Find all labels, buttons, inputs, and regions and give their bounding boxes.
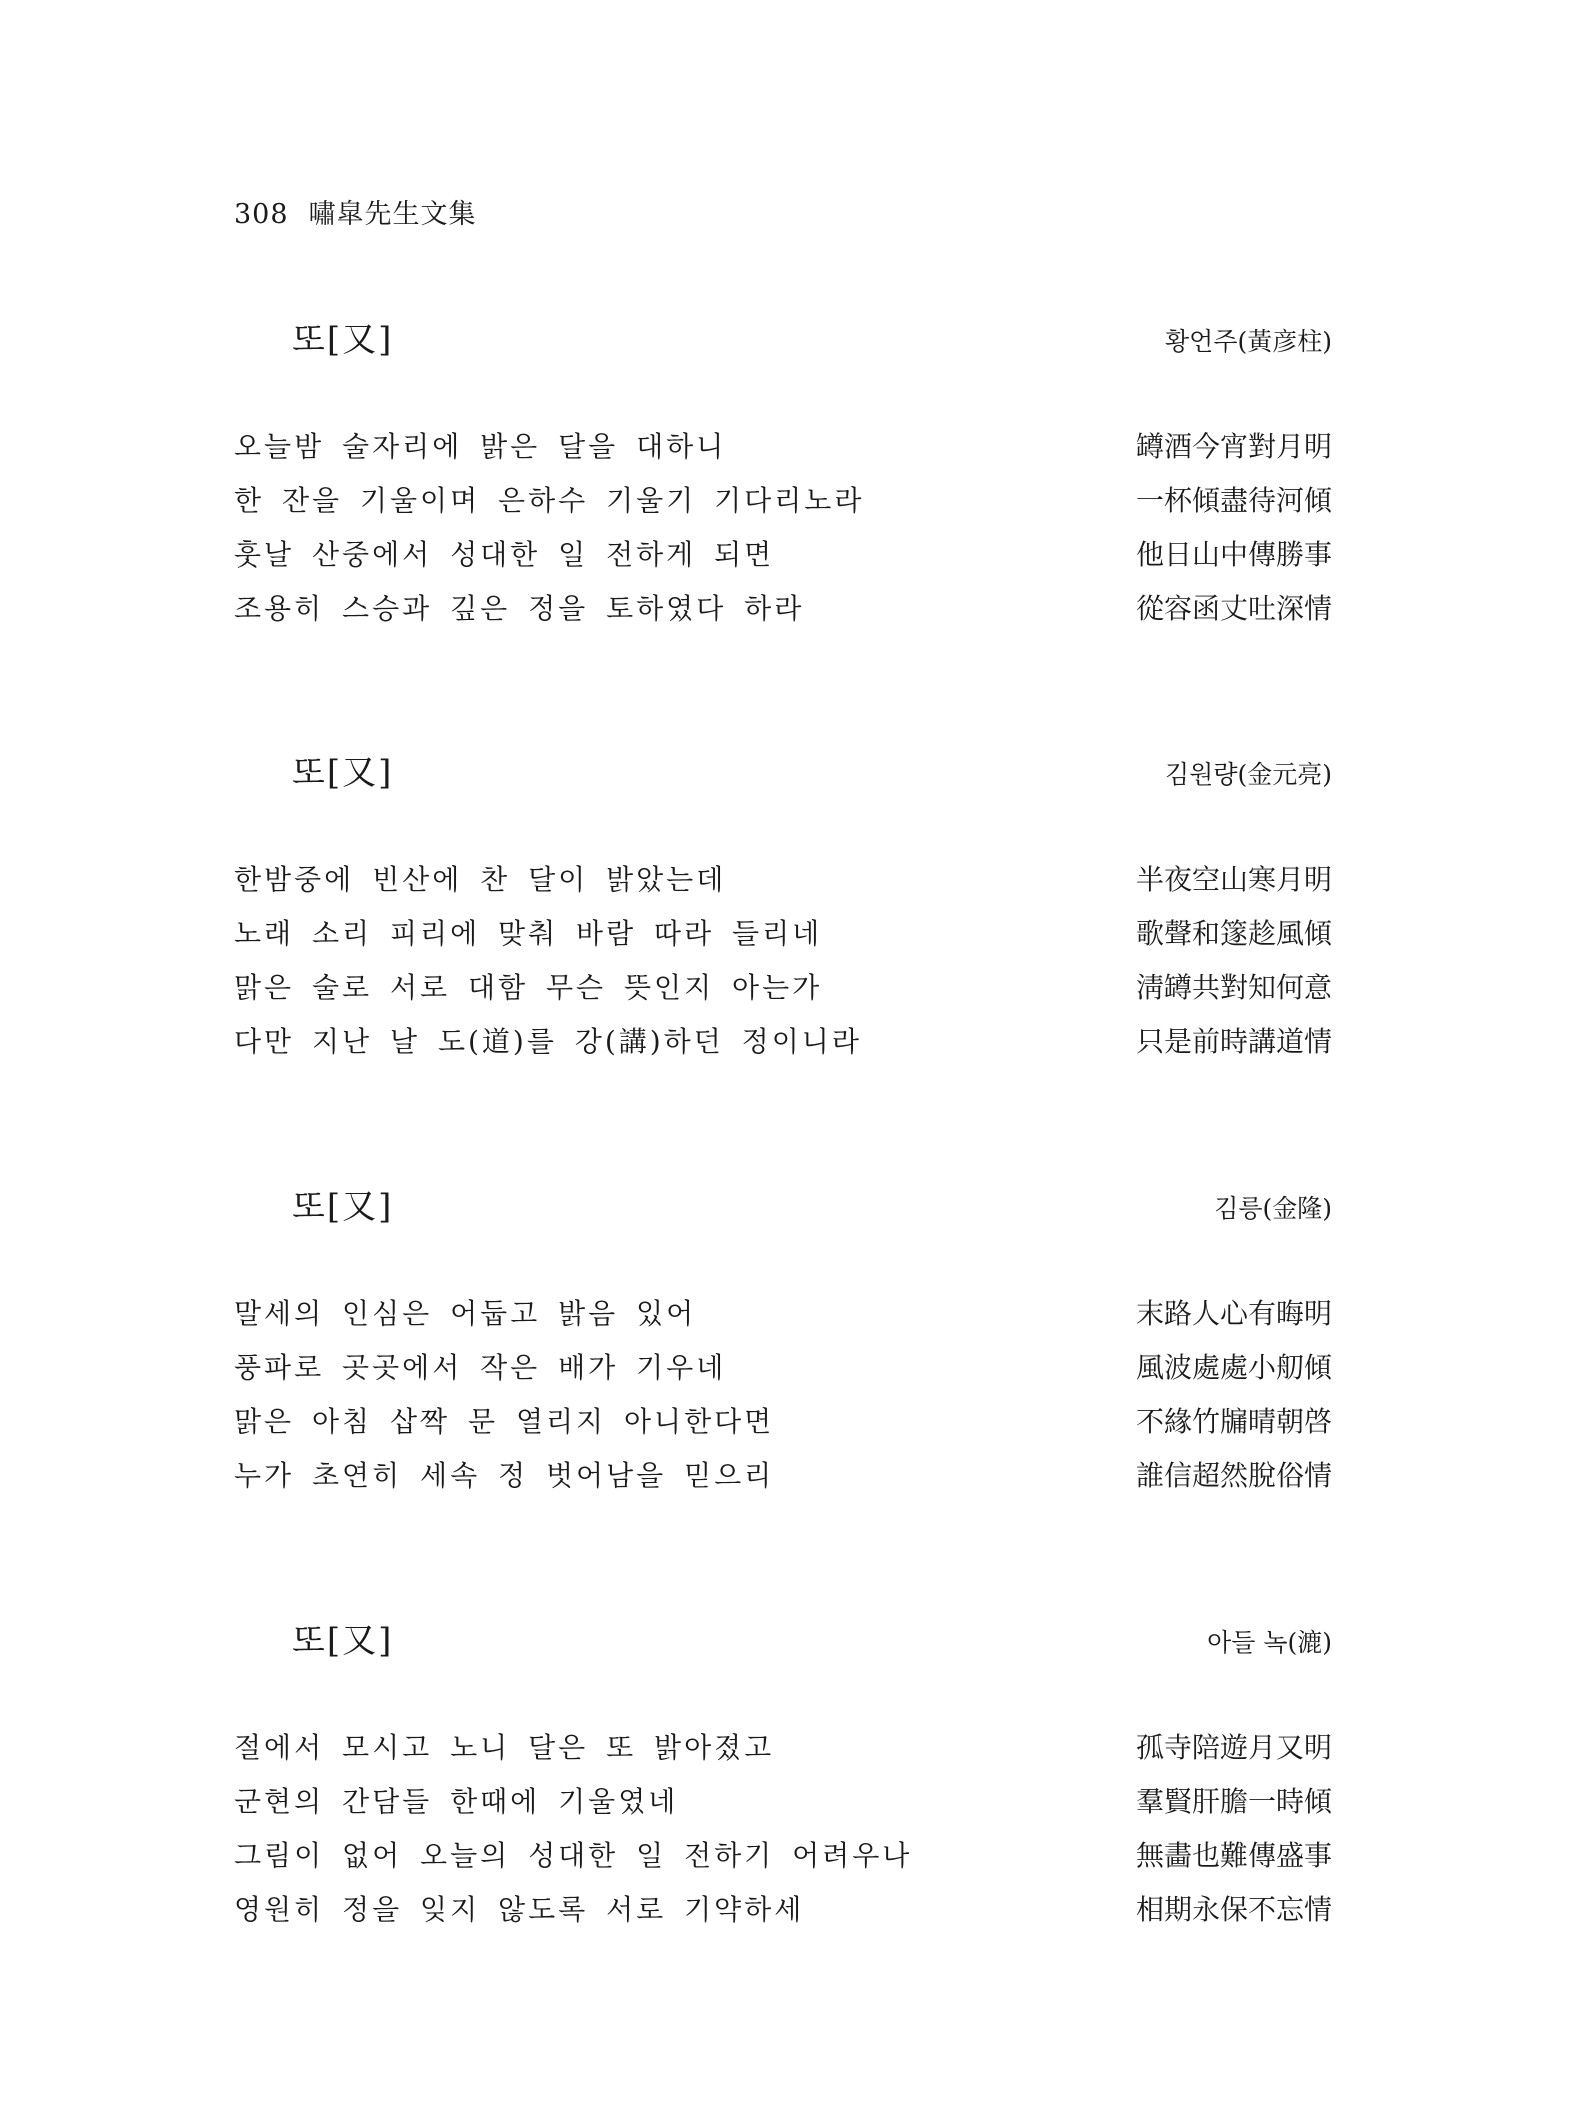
- poem-line: [234, 1346, 1332, 1400]
- book-title: 嘯皐先生文集: [308, 199, 477, 230]
- korean-translation: 조용히 스승과 깊은 정을 토하였다 하라: [234, 592, 805, 625]
- korean-translation: 풍파로 곳곳에서 작은 배가 기우네: [234, 1351, 727, 1384]
- hanja-original: 不緣竹牖晴朝啓: [1135, 1405, 1332, 1438]
- poem-line: [234, 1726, 1332, 1780]
- hanja-original: 誰信超然脫俗情: [1135, 1459, 1332, 1492]
- korean-translation: 절에서 모시고 노니 달은 또 밝아졌고: [234, 1731, 775, 1764]
- poem-lines: [234, 1292, 1332, 1508]
- poem-line: [234, 1888, 1332, 1942]
- korean-translation: 한밤중에 빈산에 찬 달이 밝았는데: [234, 863, 727, 896]
- korean-translation: 누가 초연히 세속 정 벗어남을 믿으리: [234, 1459, 775, 1492]
- poem-heading: [234, 1179, 1332, 1239]
- hanja-original: 他日山中傳勝事: [1135, 538, 1332, 571]
- poem-line: [234, 533, 1332, 587]
- korean-translation: 영원히 정을 잊지 않도록 서로 기약하세: [234, 1893, 805, 1926]
- korean-translation: 오늘밤 술자리에 밝은 달을 대하니: [234, 430, 727, 463]
- poem-title: 또[又]: [292, 753, 394, 793]
- poem-title: 또[又]: [292, 320, 394, 360]
- poem-heading: [234, 312, 1332, 372]
- poem-line: [234, 1454, 1332, 1508]
- korean-translation: 노래 소리 피리에 맞춰 바람 따라 들리네: [234, 917, 823, 950]
- poem-author: 황언주(黃彦柱): [1165, 327, 1332, 356]
- hanja-original: 歌聲和篴趁風傾: [1135, 917, 1332, 950]
- poem-heading: [234, 745, 1332, 805]
- hanja-original: 孤寺陪遊月又明: [1135, 1731, 1332, 1764]
- korean-translation: 말세의 인심은 어둡고 밝음 있어: [234, 1297, 697, 1330]
- poem-line: [234, 425, 1332, 479]
- poem-author: 김릉(金隆): [1214, 1194, 1332, 1223]
- poem-title: 또[又]: [292, 1621, 394, 1661]
- poem-3: [234, 1179, 1332, 1492]
- poem-author: 김원량(金元亮): [1165, 760, 1332, 789]
- poem-lines: [234, 425, 1332, 641]
- poem-author: 아들 녹(漉): [1207, 1628, 1332, 1657]
- poem-line: [234, 587, 1332, 641]
- korean-translation: 훗날 산중에서 성대한 일 전하게 되면: [234, 538, 775, 571]
- poem-line: [234, 1292, 1332, 1346]
- hanja-original: 末路人心有晦明: [1135, 1297, 1332, 1330]
- hanja-original: 淸罇共對知何意: [1135, 971, 1332, 1004]
- hanja-original: 半夜空山寒月明: [1135, 863, 1332, 896]
- poem-title: 또[又]: [292, 1187, 394, 1227]
- hanja-original: 無畵也難傳盛事: [1135, 1839, 1332, 1872]
- hanja-original: 相期永保不忘情: [1135, 1893, 1332, 1926]
- running-head: [234, 192, 477, 231]
- poem-line: [234, 1020, 1332, 1074]
- poem-line: [234, 1834, 1332, 1888]
- hanja-original: 羣賢肝膽一時傾: [1135, 1785, 1332, 1818]
- poem-1: [234, 312, 1332, 625]
- poem-lines: [234, 858, 1332, 1074]
- hanja-original: 只是前時講道情: [1135, 1025, 1332, 1058]
- poem-line: [234, 858, 1332, 912]
- poem-line: [234, 479, 1332, 533]
- poem-heading: [234, 1613, 1332, 1673]
- poem-2: [234, 745, 1332, 1058]
- hanja-original: 一杯傾盡待河傾: [1135, 484, 1332, 517]
- poem-line: [234, 966, 1332, 1020]
- hanja-original: 從容函丈吐深情: [1135, 592, 1332, 625]
- poem-line: [234, 1400, 1332, 1454]
- korean-translation: 다만 지난 날 도(道)를 강(講)하던 정이니라: [234, 1025, 862, 1058]
- hanja-original: 罇酒今宵對月明: [1135, 430, 1332, 463]
- hanja-original: 風波處處小舠傾: [1135, 1351, 1332, 1384]
- poem-lines: [234, 1726, 1332, 1942]
- korean-translation: 맑은 아침 삽짝 문 열리지 아니한다면: [234, 1405, 775, 1438]
- korean-translation: 맑은 술로 서로 대함 무슨 뜻인지 아는가: [234, 971, 823, 1004]
- korean-translation: 그림이 없어 오늘의 성대한 일 전하기 어려우나: [234, 1839, 913, 1872]
- poem-line: [234, 912, 1332, 966]
- korean-translation: 군현의 간담들 한때에 기울였네: [234, 1785, 679, 1818]
- poem-4: [234, 1613, 1332, 1926]
- page-number: 308: [234, 199, 289, 230]
- poem-line: [234, 1780, 1332, 1834]
- korean-translation: 한 잔을 기울이며 은하수 기울기 기다리노라: [234, 484, 865, 517]
